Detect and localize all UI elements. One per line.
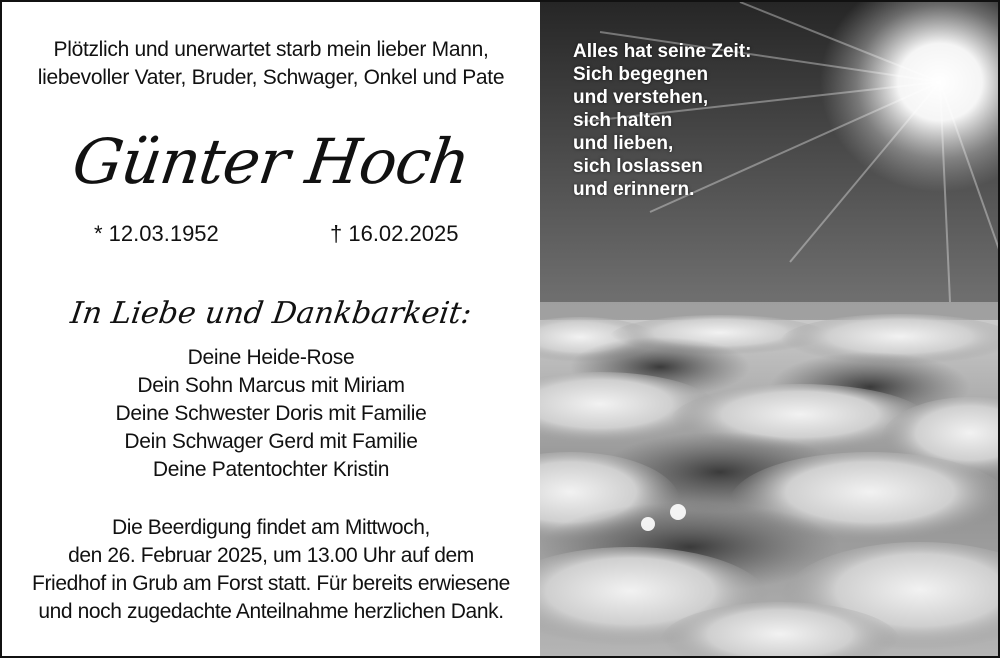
- funeral-notice: [2, 514, 540, 626]
- quote-text: [573, 40, 751, 201]
- quote-line: und lieben,: [573, 133, 674, 154]
- quote-line: und erinnern.: [573, 179, 695, 200]
- mourners-list: [2, 344, 540, 484]
- funeral-line: Die Beerdigung findet am Mittwoch,: [112, 516, 430, 539]
- funeral-line: und noch zugedachte Anteilnahme herzlichen Dank.: [38, 600, 504, 623]
- cloud-photo: [540, 2, 1000, 656]
- quote-line: sich halten: [573, 110, 673, 131]
- funeral-line: den 26. Februar 2025, um 13.00 Uhr auf dem: [68, 544, 474, 567]
- quote-line: und verstehen,: [573, 87, 709, 108]
- mourner-item: Dein Schwager Gerd mit Familie: [124, 430, 418, 453]
- intro-text: [2, 36, 540, 92]
- mourner-item: Deine Schwester Doris mit Familie: [115, 402, 427, 425]
- deceased-name: Günter Hoch: [68, 125, 474, 198]
- intro-line: Plötzlich und unerwartet starb mein lieber Mann,: [53, 38, 489, 61]
- text-column: [2, 2, 540, 656]
- birth-date: * 12.03.1952: [94, 221, 219, 246]
- mourner-item: Dein Sohn Marcus mit Miriam: [137, 374, 405, 397]
- funeral-line: Friedhof in Grub am Forst statt. Für bereits erwiesene: [32, 572, 510, 595]
- mourner-item: Deine Patentochter Kristin: [152, 458, 390, 481]
- quote-line: Alles hat seine Zeit:: [573, 41, 752, 62]
- quote-line: Sich begegnen: [573, 64, 709, 85]
- intro-line: liebevoller Vater, Bruder, Schwager, Onkel und Pate: [37, 66, 505, 89]
- quote-line: sich loslassen: [573, 156, 703, 177]
- mourner-item: Deine Heide-Rose: [187, 346, 355, 369]
- death-date: † 16.02.2025: [330, 221, 459, 246]
- thanks-heading: In Liebe und Dankbarkeit:: [68, 296, 474, 331]
